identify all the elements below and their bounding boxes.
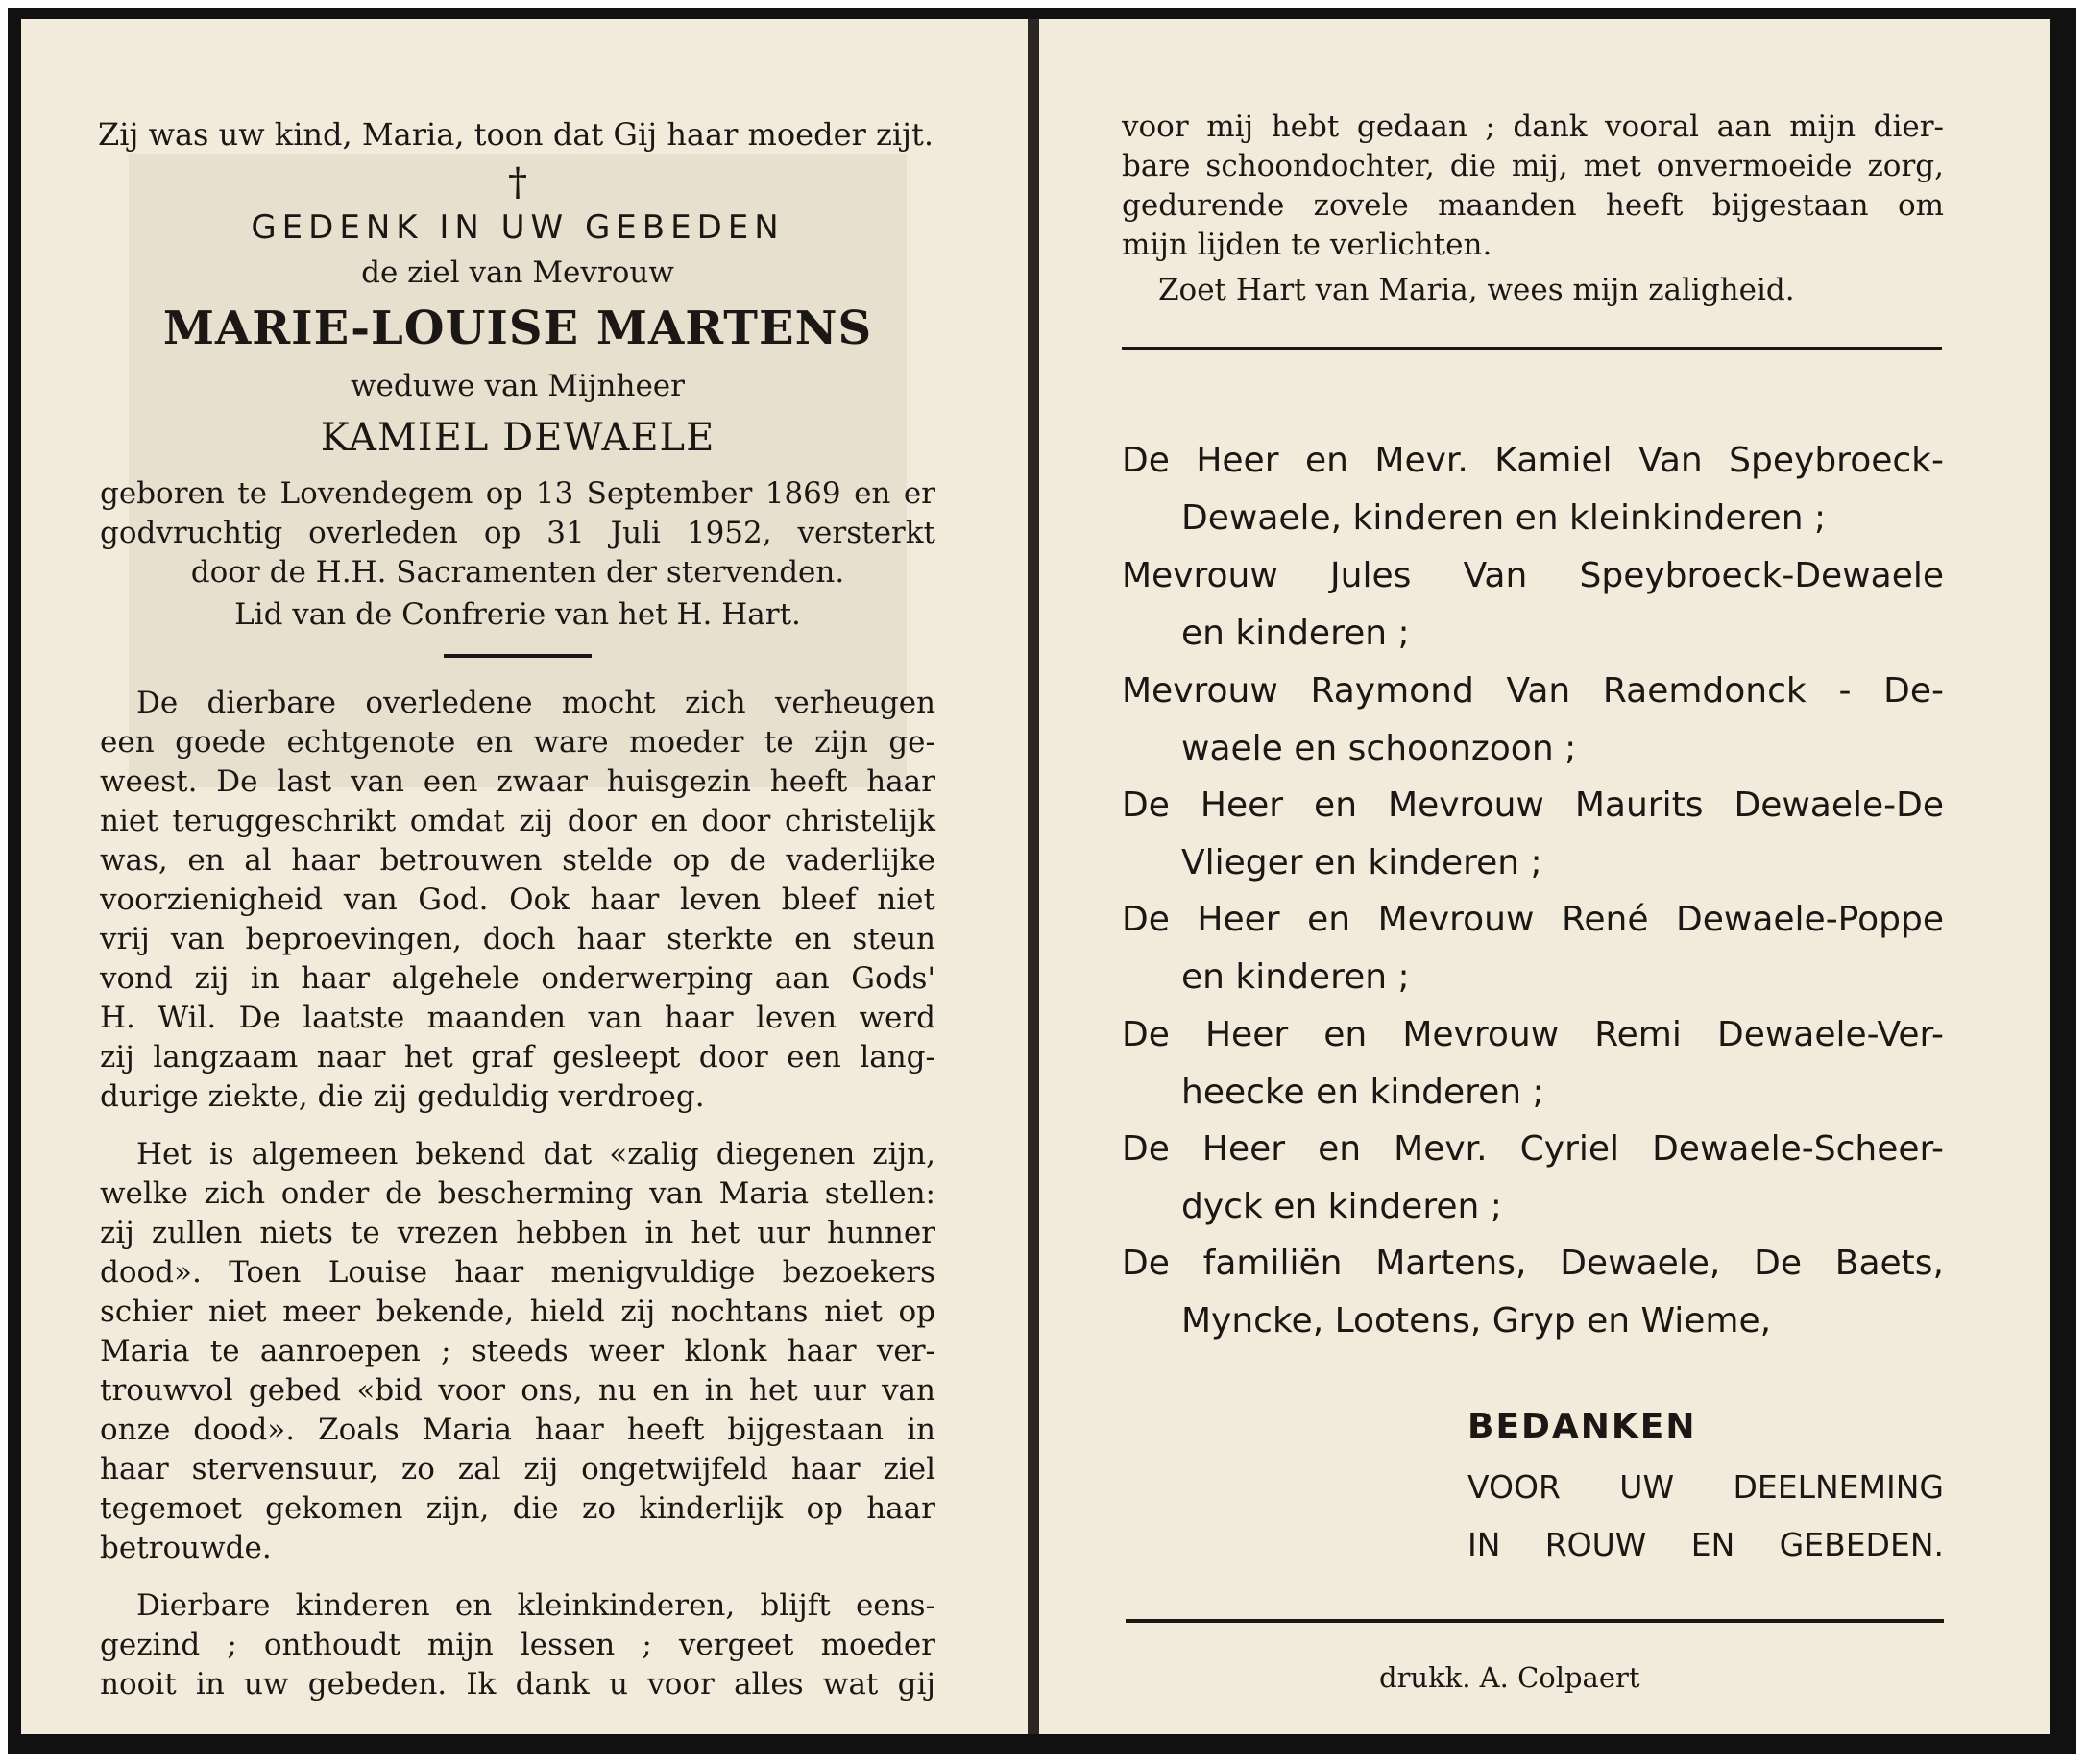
epigraph: Zij was uw kind, Maria, toon dat Gij haar moeder zijt. <box>98 116 934 153</box>
bio-line: godvruchtig overleden op 31 Juli 1952, versterkt <box>100 516 935 550</box>
family-line: De Heer en Mevrouw René Dewaele-Poppe <box>1122 900 1944 939</box>
husband-name: KAMIEL DEWAELE <box>320 416 716 460</box>
paragraph-line: haar stervensuur, zo zal zij ongetwijfeld haar ziel <box>100 1452 935 1486</box>
paragraph-line: niet teruggeschrikt omdat zij door en door christelijk <box>100 804 935 838</box>
paragraph-line: De dierbare overledene mocht zich verheugen <box>136 686 935 720</box>
closing-prayer: Zoet Hart van Maria, wees mijn zaligheid. <box>1158 273 1795 307</box>
continuation-line: voor mij hebt gedaan ; dank vooral aan mijn dier- <box>1122 109 1944 144</box>
right-page <box>1039 19 2050 1734</box>
paragraph-line: zij zullen niets te vrezen hebben in het uur hunner <box>100 1216 935 1250</box>
family-line: De Heer en Mevr. Kamiel Van Speybroeck- <box>1122 441 1944 480</box>
family-line: en kinderen ; <box>1181 957 1410 997</box>
paragraph-line: onze dood». Zoals Maria haar heeft bijgestaan in <box>100 1413 935 1447</box>
family-line: heecke en kinderen ; <box>1181 1073 1544 1112</box>
remembrance-heading: GEDENK IN UW GEBEDEN <box>251 208 785 247</box>
family-line: De Heer en Mevrouw Remi Dewaele-Ver- <box>1122 1015 1944 1054</box>
continuation-line: mijn lijden te verlichten. <box>1122 228 1492 262</box>
paragraph-line: zij langzaam naar het graf gesleept door een lang- <box>100 1040 935 1075</box>
paragraph-line: Dierbare kinderen en kleinkinderen, blijft eens- <box>136 1588 935 1623</box>
paragraph-line: welke zich onder de bescherming van Maria stellen: <box>100 1176 935 1211</box>
thanks-line: IN ROUW EN GEBEDEN. <box>1467 1526 1944 1563</box>
family-line: Dewaele, kinderen en kleinkinderen ; <box>1181 498 1827 538</box>
family-line: De Heer en Mevr. Cyriel Dewaele-Scheer- <box>1122 1129 1944 1169</box>
bio-line: door de H.H. Sacramenten der stervenden. <box>190 555 845 590</box>
paragraph-line: was, en al haar betrouwen stelde op de vaderlijke <box>100 843 935 878</box>
paragraph-line: vond zij in haar algehele onderwerping aan Gods' <box>100 961 935 996</box>
family-line: Myncke, Lootens, Gryp en Wieme, <box>1181 1301 1772 1341</box>
card-fold <box>1028 19 1039 1734</box>
widow-of-line: weduwe van Mijnheer <box>351 369 685 403</box>
paragraph-line: durige ziekte, die zij geduldig verdroeg. <box>100 1079 705 1114</box>
paragraph-line: vrij van beproevingen, doch haar sterkte en steun <box>100 922 935 956</box>
family-line: en kinderen ; <box>1181 614 1410 653</box>
thanks-title: BEDANKEN <box>1467 1407 1697 1446</box>
paragraph-line: nooit in uw gebeden. Ik dank u voor alles wat gij <box>100 1667 935 1702</box>
divider <box>1126 1619 1944 1623</box>
soul-of-line: de ziel van Mevrouw <box>361 255 674 290</box>
continuation-line: gedurende zovele maanden heeft bijgestaan om <box>1122 188 1944 223</box>
family-line: Mevrouw Raymond Van Raemdonck - De- <box>1122 671 1944 711</box>
paragraph-line: Maria te aanroepen ; steeds weer klonk haar ver- <box>100 1334 935 1368</box>
family-line: Vlieger en kinderen ; <box>1181 843 1542 882</box>
paragraph-line: dood». Toen Louise haar menigvuldige bezoekers <box>100 1255 935 1290</box>
thanks-line: VOOR UW DEELNEMING <box>1467 1468 1944 1506</box>
continuation-line: bare schoondochter, die mij, met onvermoeide zorg, <box>1122 149 1944 183</box>
paragraph-line: tegemoet gekomen zijn, die zo kinderlijk op haar <box>100 1491 935 1526</box>
family-line: dyck en kinderen ; <box>1181 1187 1502 1226</box>
bio-line: geboren te Lovendegem op 13 September 1869 en er <box>100 476 935 511</box>
family-line: De familiën Martens, Dewaele, De Baets, <box>1122 1244 1944 1283</box>
deceased-name: MARIE-LOUISE MARTENS <box>162 302 873 355</box>
paragraph-line: gezind ; onthoudt mijn lessen ; vergeet moeder <box>100 1628 935 1662</box>
family-line: waele en schoonzoon ; <box>1181 729 1577 768</box>
paragraph-line: weest. De last van een zwaar huisgezin heeft haar <box>100 764 935 799</box>
paragraph-line: H. Wil. De laatste maanden van haar leven werd <box>100 1001 935 1035</box>
cross-icon: † <box>508 160 527 205</box>
printer-credit: drukk. A. Colpaert <box>1379 1661 1640 1694</box>
paragraph-line: schier niet meer bekende, hield zij nochtans niet op <box>100 1294 935 1329</box>
paragraph-line: trouwvol gebed «bid voor ons, nu en in het uur van <box>100 1373 935 1408</box>
confraternity-line: Lid van de Confrerie van het H. Hart. <box>234 597 801 632</box>
paragraph-line: betrouwde. <box>100 1531 272 1565</box>
paragraph-line: een goede echtgenote en ware moeder te zijn ge- <box>100 725 935 760</box>
family-line: De Heer en Mevrouw Maurits Dewaele-De <box>1122 785 1944 825</box>
paragraph-line: Het is algemeen bekend dat «zalig diegenen zijn, <box>136 1137 935 1172</box>
paragraph-line: voorzienigheid van God. Ook haar leven bleef niet <box>100 882 935 917</box>
divider <box>444 654 592 658</box>
left-page <box>21 19 1028 1734</box>
family-line: Mevrouw Jules Van Speybroeck-Dewaele <box>1122 556 1944 595</box>
divider <box>1122 347 1942 350</box>
